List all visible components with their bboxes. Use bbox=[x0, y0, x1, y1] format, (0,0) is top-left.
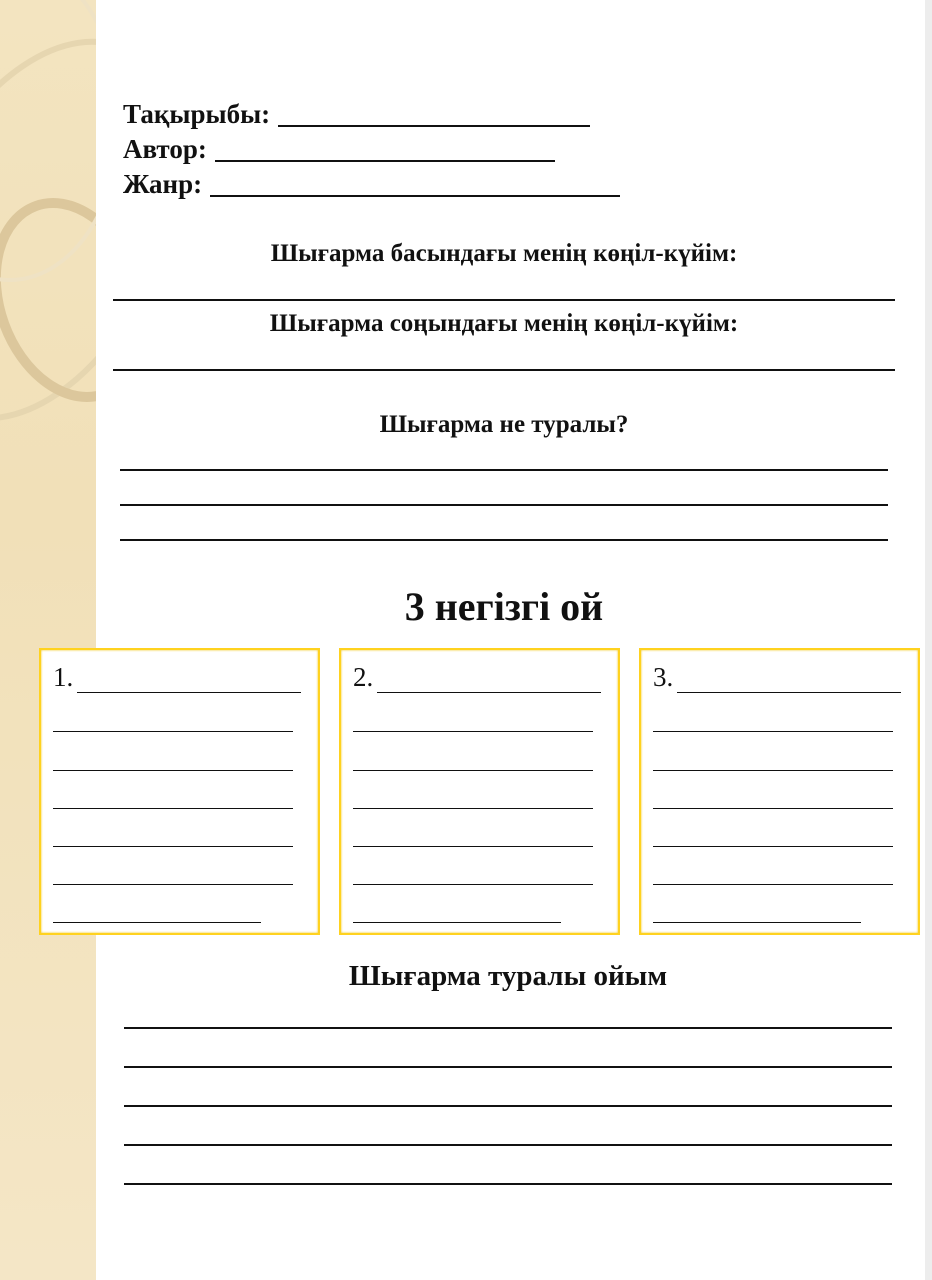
idea-number-1: 1. bbox=[53, 662, 74, 692]
idea-3-line[interactable] bbox=[653, 846, 893, 847]
main-ideas-title: 3 негізгі ой bbox=[404, 584, 604, 629]
idea-3-line-first[interactable] bbox=[677, 692, 901, 693]
author-label: Автор: bbox=[123, 134, 207, 164]
idea-2-line[interactable] bbox=[353, 731, 593, 732]
idea-3-line[interactable] bbox=[653, 770, 893, 771]
opinion-line-3[interactable] bbox=[124, 1105, 892, 1107]
page-edge bbox=[925, 0, 932, 1280]
idea-box-3 bbox=[639, 648, 920, 935]
idea-3-line[interactable] bbox=[653, 922, 861, 923]
idea-box-1 bbox=[39, 648, 320, 935]
idea-3-line[interactable] bbox=[653, 808, 893, 809]
idea-2-line[interactable] bbox=[353, 770, 593, 771]
mood-end-line[interactable] bbox=[113, 369, 895, 371]
genre-label: Жанр: bbox=[123, 169, 203, 199]
topic-blank[interactable] bbox=[278, 101, 590, 127]
idea-number-2: 2. bbox=[353, 662, 374, 692]
author-field bbox=[123, 134, 555, 164]
idea-1-line-first[interactable] bbox=[77, 692, 301, 693]
genre-blank[interactable] bbox=[210, 171, 620, 197]
idea-2-line-first[interactable] bbox=[377, 692, 601, 693]
idea-2-line[interactable] bbox=[353, 846, 593, 847]
topic-label: Тақырыбы: bbox=[123, 99, 271, 129]
genre-field bbox=[123, 169, 620, 199]
opinion-line-4[interactable] bbox=[124, 1144, 892, 1146]
author-blank[interactable] bbox=[215, 136, 555, 162]
mood-start-heading: Шығарма басындағы менің көңіл-күйім: bbox=[270, 240, 738, 267]
idea-number-3: 3. bbox=[653, 662, 674, 692]
opinion-line-1[interactable] bbox=[124, 1027, 892, 1029]
idea-1-line[interactable] bbox=[53, 884, 293, 885]
about-line-3[interactable] bbox=[120, 539, 888, 541]
topic-field bbox=[123, 99, 590, 129]
decorative-rings bbox=[0, 0, 96, 1280]
idea-box-2 bbox=[339, 648, 620, 935]
idea-1-line[interactable] bbox=[53, 770, 293, 771]
idea-3-line[interactable] bbox=[653, 884, 893, 885]
mood-start-line[interactable] bbox=[113, 299, 895, 301]
about-heading: Шығарма не туралы? bbox=[379, 411, 629, 438]
idea-2-line[interactable] bbox=[353, 808, 593, 809]
idea-2-line[interactable] bbox=[353, 884, 593, 885]
idea-3-line[interactable] bbox=[653, 731, 893, 732]
opinion-heading: Шығарма туралы ойым bbox=[348, 960, 668, 992]
about-line-2[interactable] bbox=[120, 504, 888, 506]
idea-1-line[interactable] bbox=[53, 731, 293, 732]
idea-1-line[interactable] bbox=[53, 808, 293, 809]
opinion-line-2[interactable] bbox=[124, 1066, 892, 1068]
about-line-1[interactable] bbox=[120, 469, 888, 471]
decorative-side-band bbox=[0, 0, 96, 1280]
idea-1-line[interactable] bbox=[53, 922, 261, 923]
mood-end-heading: Шығарма соңындағы менің көңіл-күйім: bbox=[269, 310, 739, 337]
idea-1-line[interactable] bbox=[53, 846, 293, 847]
opinion-line-5[interactable] bbox=[124, 1183, 892, 1185]
idea-2-line[interactable] bbox=[353, 922, 561, 923]
